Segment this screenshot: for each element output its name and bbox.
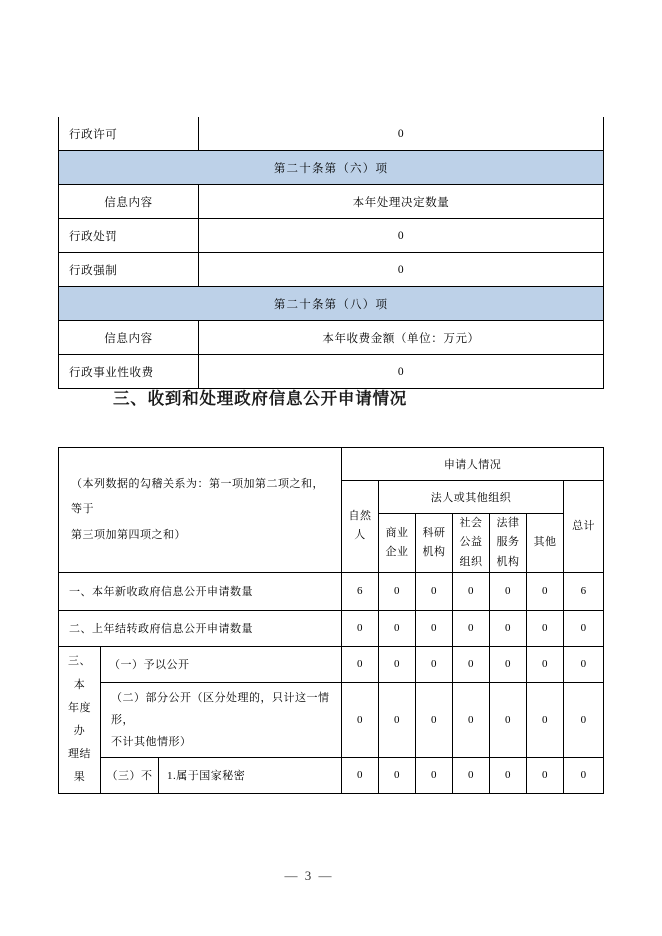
row-label-admin-license: 行政许可 xyxy=(59,117,199,151)
row-label-partial-disclosure xyxy=(101,682,342,757)
row-value-admin-license: 0 xyxy=(199,117,604,151)
table-row xyxy=(59,219,604,253)
cell-secret-legal: 0 xyxy=(490,757,527,793)
row-group-label-line1: 三、本 xyxy=(68,655,91,691)
table-row xyxy=(59,610,604,646)
row-label-partial-line1: （二）部分公开（区分处理的，只计这一情形， xyxy=(111,691,330,726)
cell-new-legal: 0 xyxy=(490,572,527,610)
table-header-row-1 xyxy=(59,448,604,481)
column-header-info-content-2: 信息内容 xyxy=(59,321,199,355)
table-row xyxy=(59,117,604,151)
row-item-state-secret: 1.属于国家秘密 xyxy=(159,757,342,793)
cell-secret-total: 0 xyxy=(564,757,604,793)
cell-carry-legal: 0 xyxy=(490,610,527,646)
cell-new-total: 6 xyxy=(564,572,604,610)
cell-disclosed-business: 0 xyxy=(379,646,416,682)
header-col-legal-service-org: 法律服务机构 xyxy=(490,514,527,573)
header-col-total xyxy=(564,481,604,573)
row-label-partial-line2: 不计其他情形） xyxy=(111,735,192,748)
table-row xyxy=(59,355,604,389)
row-label-disclosed: （一）予以公开 xyxy=(101,646,342,682)
header-col-public-welfare-org: 社会公益组织 xyxy=(453,514,490,573)
header-col-other: 其他 xyxy=(527,514,564,573)
table-row xyxy=(59,757,604,793)
section-row-article-20-8 xyxy=(59,287,604,321)
table-row xyxy=(59,572,604,610)
cell-partial-business: 0 xyxy=(379,682,416,757)
table-row xyxy=(59,185,604,219)
cell-secret-welfare: 0 xyxy=(453,757,490,793)
cell-carry-business: 0 xyxy=(379,610,416,646)
header-col-total-text: 总计 xyxy=(572,519,596,532)
cell-partial-welfare: 0 xyxy=(453,682,490,757)
cell-secret-other: 0 xyxy=(527,757,564,793)
row-group-label-annual-results xyxy=(59,646,101,793)
row-label-admin-coercion: 行政强制 xyxy=(59,253,199,287)
cell-secret-research: 0 xyxy=(416,757,453,793)
header-note-line1: （本列数据的勾稽关系为：第一项加第二项之和，等于 xyxy=(71,477,324,516)
cell-partial-legal: 0 xyxy=(490,682,527,757)
column-header-fee-amount: 本年收费金额（单位：万元） xyxy=(199,321,604,355)
row-group-label-line2: 年度办 xyxy=(68,701,91,737)
applications-table xyxy=(58,447,604,794)
header-col-research-institution: 科研机构 xyxy=(416,514,453,573)
cell-disclosed-legal: 0 xyxy=(490,646,527,682)
header-col-business-enterprise: 商业企业 xyxy=(379,514,416,573)
row-value-admin-coercion: 0 xyxy=(199,253,604,287)
header-group-applicant: 申请人情况 xyxy=(342,448,604,481)
column-header-decision-count: 本年处理决定数量 xyxy=(199,185,604,219)
cell-partial-other: 0 xyxy=(527,682,564,757)
row-label-admin-penalty: 行政处罚 xyxy=(59,219,199,253)
cell-disclosed-natural: 0 xyxy=(342,646,379,682)
table-row xyxy=(59,321,604,355)
header-col-natural-person-text: 自然人 xyxy=(348,510,372,542)
table-row xyxy=(59,646,604,682)
cell-secret-business: 0 xyxy=(379,757,416,793)
cell-new-other: 0 xyxy=(527,572,564,610)
cell-new-natural: 6 xyxy=(342,572,379,610)
cell-partial-natural: 0 xyxy=(342,682,379,757)
row-value-admin-penalty: 0 xyxy=(199,219,604,253)
cell-new-welfare: 0 xyxy=(453,572,490,610)
column-header-info-content-1: 信息内容 xyxy=(59,185,199,219)
processing-decisions-table xyxy=(58,117,604,389)
cell-disclosed-total: 0 xyxy=(564,646,604,682)
cell-carry-natural: 0 xyxy=(342,610,379,646)
section-title-article-20-8: 第二十条第（八）项 xyxy=(59,287,604,321)
row-label-carryover-applications: 二、上年结转政府信息公开申请数量 xyxy=(59,610,342,646)
cell-disclosed-other: 0 xyxy=(527,646,564,682)
page-number: — 3 — xyxy=(284,868,334,883)
section-heading-three: 三、收到和处理政府信息公开申请情况 xyxy=(113,390,408,408)
header-note-cell xyxy=(59,448,342,573)
table-row xyxy=(59,253,604,287)
cell-carry-total: 0 xyxy=(564,610,604,646)
row-value-admin-fee: 0 xyxy=(199,355,604,389)
cell-partial-research: 0 xyxy=(416,682,453,757)
section-row-article-20-6 xyxy=(59,151,604,185)
section-title-article-20-6: 第二十条第（六）项 xyxy=(59,151,604,185)
cell-new-business: 0 xyxy=(379,572,416,610)
table-row xyxy=(59,682,604,757)
row-label-admin-fee: 行政事业性收费 xyxy=(59,355,199,389)
cell-carry-welfare: 0 xyxy=(453,610,490,646)
header-note-line2: 第三项加第四项之和） xyxy=(71,528,186,541)
cell-disclosed-welfare: 0 xyxy=(453,646,490,682)
row-label-new-applications: 一、本年新收政府信息公开申请数量 xyxy=(59,572,342,610)
row-group-label-line3: 理结果 xyxy=(68,747,91,783)
header-group-legal-entity: 法人或其他组织 xyxy=(379,481,564,514)
cell-carry-research: 0 xyxy=(416,610,453,646)
cell-disclosed-research: 0 xyxy=(416,646,453,682)
cell-carry-other: 0 xyxy=(527,610,564,646)
cell-new-research: 0 xyxy=(416,572,453,610)
cell-partial-total: 0 xyxy=(564,682,604,757)
row-sublabel-not-disclosed: （三）不 xyxy=(101,757,159,793)
header-col-natural-person xyxy=(342,481,379,573)
cell-secret-natural: 0 xyxy=(342,757,379,793)
